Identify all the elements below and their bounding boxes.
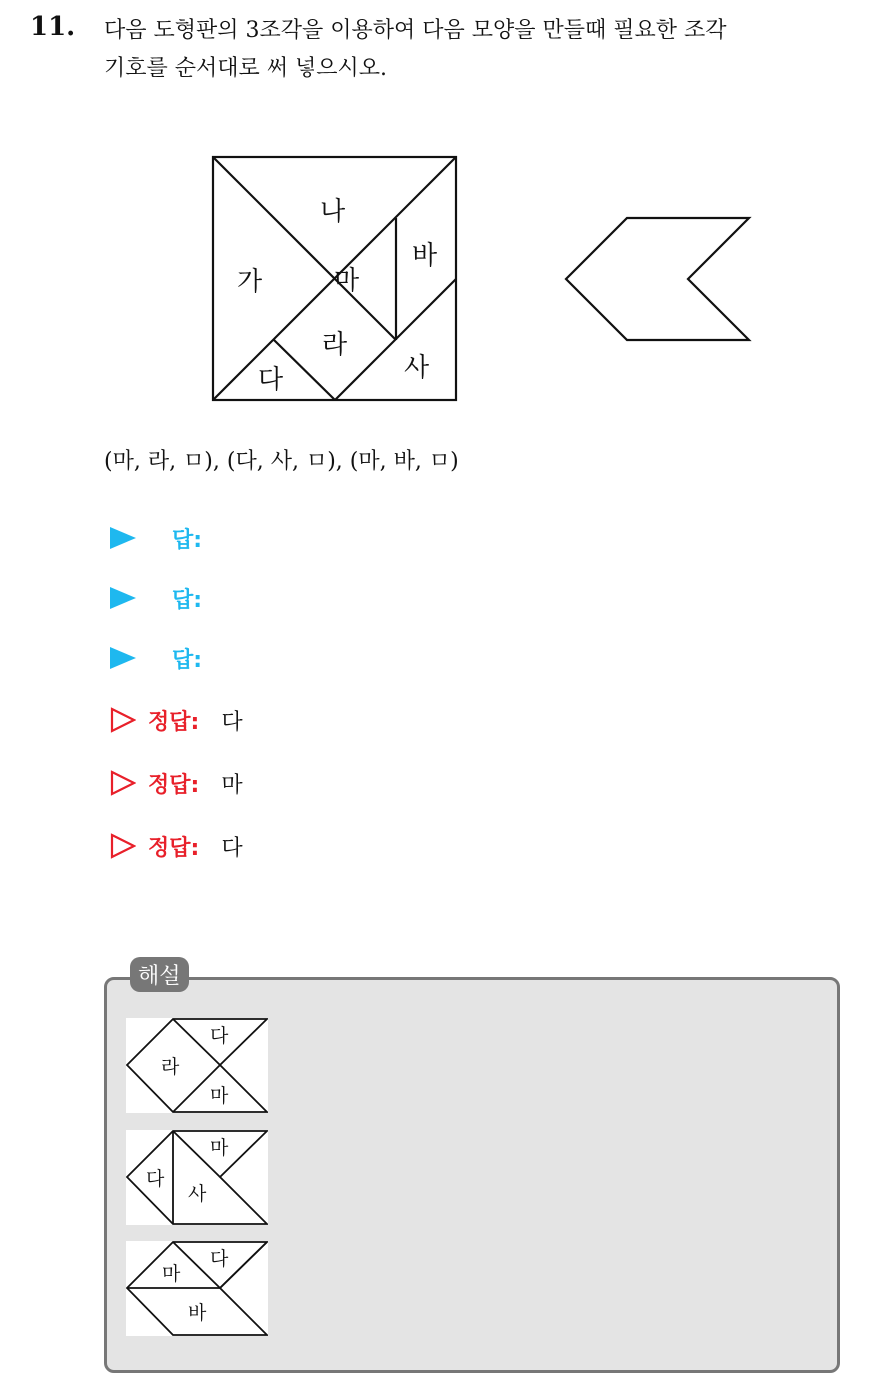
piece-label-sa: 사 (404, 353, 430, 383)
correct-answer-value: 마 (221, 772, 243, 798)
question-line-2: 기호를 순서대로 써 넣으시오. (104, 56, 387, 81)
answer-label: 답: (172, 527, 203, 553)
solution-label: 마 (210, 1085, 229, 1107)
solution-label: 다 (210, 1025, 229, 1047)
correct-answer-1 (110, 705, 243, 735)
piece-label-ra: 라 (322, 330, 348, 360)
choices-text: (마, 라, ㅁ), (다, 사, ㅁ), (마, 바, ㅁ) (104, 449, 459, 474)
solution-label: 다 (210, 1248, 229, 1270)
tangram-figure (0, 0, 884, 420)
outline-triangle-icon (110, 833, 136, 859)
outline-triangle-icon (110, 770, 136, 796)
solution-label: 사 (188, 1183, 207, 1205)
answer-arrow-icon (110, 647, 136, 669)
answer-blank-3[interactable] (110, 643, 202, 673)
answer-blank-2[interactable] (110, 583, 202, 613)
correct-answer-value: 다 (221, 835, 243, 861)
answer-arrow-icon (110, 527, 136, 549)
question-number: 11. (30, 12, 76, 42)
target-shape (566, 218, 749, 340)
answer-arrow-icon (110, 587, 136, 609)
question-line-1: 다음 도형판의 3조각을 이용하여 다음 모양을 만들때 필요한 조각 (104, 18, 727, 43)
piece-label-ba: 바 (412, 241, 438, 271)
piece-label-ma: 마 (334, 266, 360, 296)
solution-label: 마 (162, 1263, 181, 1285)
solution-figure-2 (126, 1130, 268, 1225)
correct-answer-value: 다 (221, 709, 243, 735)
piece-label-da: 다 (258, 365, 284, 395)
solution-label: 마 (210, 1137, 229, 1159)
piece-label-ga: 가 (237, 267, 263, 297)
solution-figure-3 (126, 1241, 268, 1336)
correct-answer-2 (110, 768, 243, 798)
correct-answer-3 (110, 831, 243, 861)
solution-figure-1 (126, 1018, 268, 1113)
solution-tag: 해설 (130, 957, 189, 992)
correct-answer-label: 정답: (148, 835, 200, 861)
answer-blank-1[interactable] (110, 523, 202, 553)
correct-answer-label: 정답: (148, 709, 200, 735)
diag-1 (213, 157, 335, 279)
piece-label-na: 나 (320, 197, 346, 227)
correct-answer-label: 정답: (148, 772, 200, 798)
outline-triangle-icon (110, 707, 136, 733)
answer-label: 답: (172, 647, 203, 673)
solution-label: 바 (188, 1302, 207, 1324)
solution-label: 다 (146, 1168, 165, 1190)
solution-label: 라 (161, 1056, 180, 1078)
answer-label: 답: (172, 587, 203, 613)
